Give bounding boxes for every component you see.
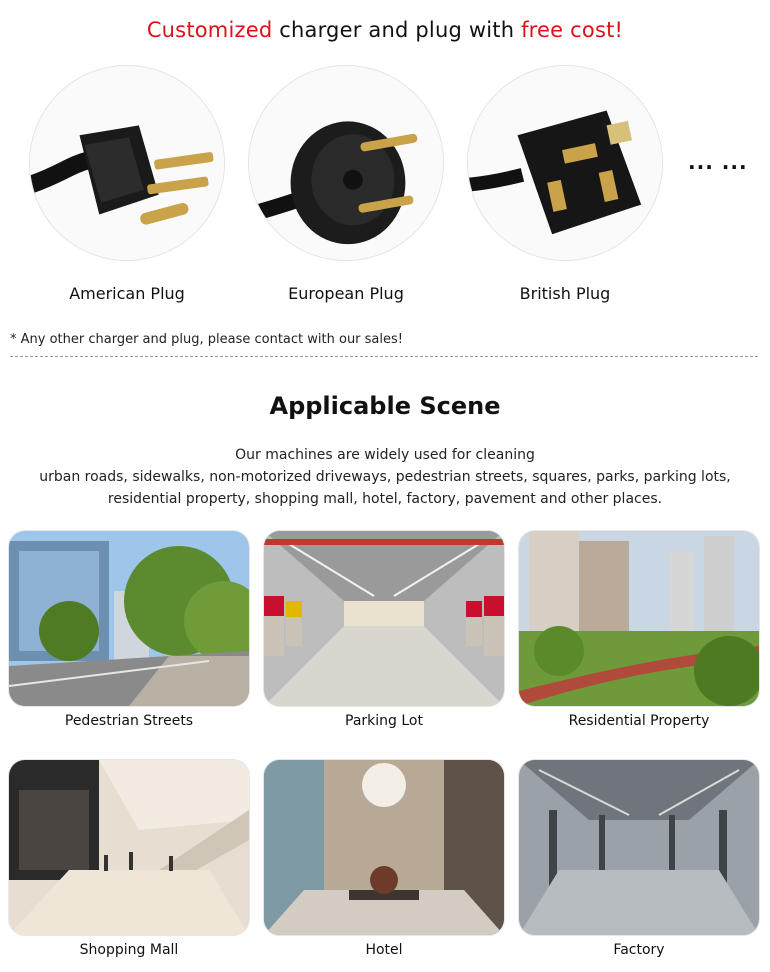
plug-label-european: European Plug (288, 284, 404, 303)
headline-exclaim: ! (614, 18, 624, 42)
caption-hotel: Hotel (365, 942, 403, 958)
caption-shopping-mall: Shopping Mall (79, 942, 179, 958)
more-indicator: ... ... (688, 150, 748, 174)
residential-property-photo (519, 531, 759, 706)
british-plug-image (467, 65, 663, 261)
british-plug-icon (468, 66, 662, 260)
factory-photo (519, 760, 759, 935)
headline-middle: charger and plug with (272, 18, 522, 42)
caption-parking-lot: Parking Lot (345, 713, 423, 729)
american-plug-image (29, 65, 225, 261)
shopping-mall-photo (9, 760, 249, 935)
caption-residential-property: Residential Property (568, 713, 710, 729)
pedestrian-streets-photo (9, 531, 249, 706)
plug-label-british: British Plug (519, 284, 611, 303)
headline (0, 18, 770, 42)
european-plug-icon (249, 66, 443, 260)
headline-customized: Customized (146, 18, 273, 42)
scene-desc-line1: Our machines are widely used for cleaning (235, 447, 535, 463)
caption-pedestrian-streets: Pedestrian Streets (64, 713, 194, 729)
plug-label-american: American Plug (69, 284, 185, 303)
parking-lot-photo (264, 531, 504, 706)
american-plug-icon (30, 66, 224, 260)
contact-note: * Any other charger and plug, please contact with our sales! (10, 332, 403, 347)
dashed-divider (10, 356, 758, 357)
scene-desc-line3: residential property, shopping mall, hotel, factory, pavement and other places. (107, 491, 663, 507)
caption-factory: Factory (613, 942, 665, 958)
scene-description (0, 444, 770, 510)
scene-desc-line2: urban roads, sidewalks, non-motorized driveways, pedestrian streets, squares, parks, parking lots, (39, 469, 731, 485)
european-plug-image (248, 65, 444, 261)
scene-title: Applicable Scene (269, 392, 501, 420)
hotel-photo (264, 760, 504, 935)
headline-free-cost: free cost (521, 18, 615, 42)
